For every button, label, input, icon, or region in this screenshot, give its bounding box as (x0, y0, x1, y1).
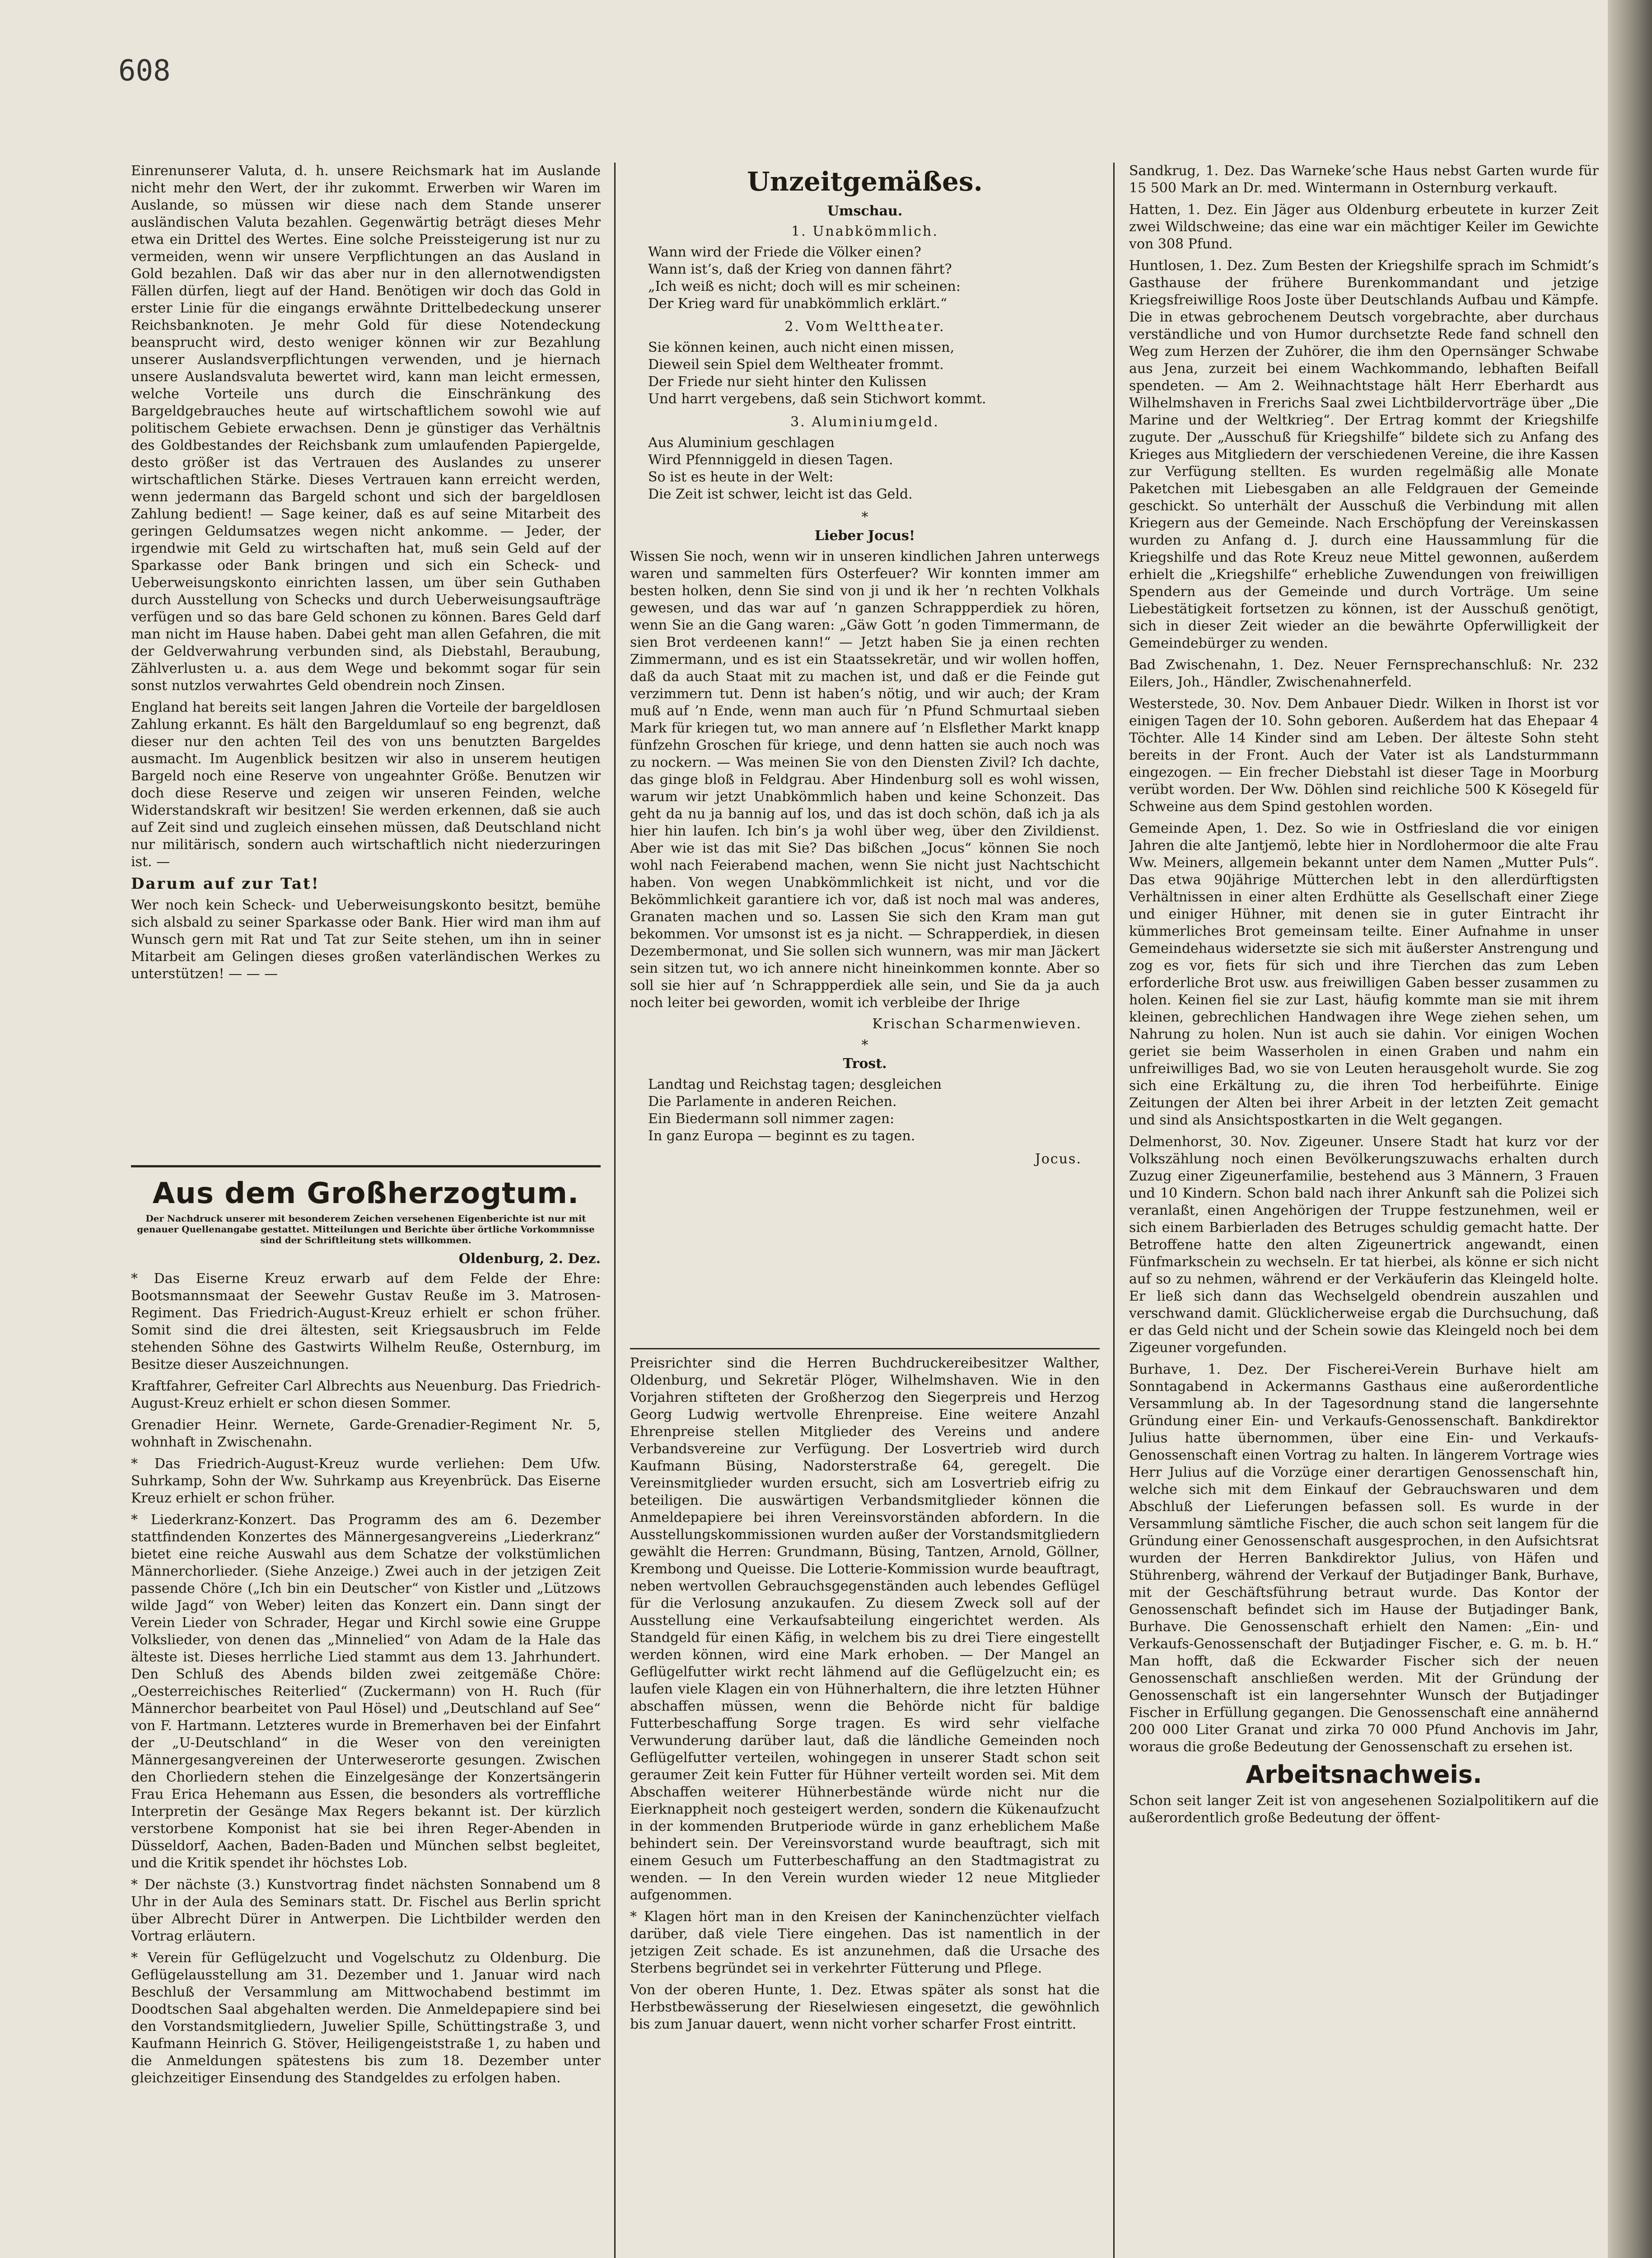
grossherzogtum-section (131, 1174, 601, 2258)
darum-heading: Darum auf zur Tat! (131, 875, 320, 893)
page-edge-shadow (1608, 0, 1652, 2258)
kaninchen-paragraph: * Klagen hört man in den Kreisen der Kaninchenzüchter vielfach darüber, daß viele Tiere eingehen. Das ist namentlich in der jetzigen Zeit schade. Es ist anzunehmen, daß die Ursache des Sterbens begründet sei in verkehrter Fütterung und Pflege. (630, 1909, 1100, 1976)
trost-heading: Trost. (843, 1056, 887, 1072)
poem-3-heading: 3. Aluminiumgeld. (790, 414, 939, 430)
closing-paragraph: Wer noch kein Scheck- und Ueberweisungskonto besitzt, bemühe sich alsbald zu seiner Sparkasse oder Bank. Hier wird man ihm auf Wunsch gern mit Rat und Tat zur Seite stehen, um ihn in seiner Mitarbeit am Gelingen dieses großen vaterländischen Werkes zu unterstützen! — — — (131, 897, 601, 982)
england-paragraph: England hat bereits seit langen Jahren die Vorteile der bargeldlosen Zahlung erkannt. Es hält den Bargeldumlauf so eng begrenzt, daß dieser nur den achten Teil des von uns benutzten Bargeldes ausmacht. Im Augenblick besitzen wir also in unserem heutigen Bargeld noch eine Reserve von ungeahnter Größe. Benutzen wir doch diese Reserve und zeigen wir unseren Feinden, welche Widerstandskraft wir besitzen! Sie werden erkennen, daß sie auch auf Zeit sind und zugleich einsehen müssen, daß Deutschland nicht nur militärisch, sondern auch wirtschaftlich nicht niederzuringen ist. — (131, 700, 601, 870)
arbeitsnachweis-heading: Arbeitsnachweis. (1246, 1760, 1482, 1789)
delmenhorst-paragraph: Delmenhorst, 30. Nov. Zigeuner. Unsere Stadt hat kurz vor der Volkszählung noch einen Bevölkerungszuwachs erhalten durch Zuzug einer Zigeunerfamilie, bestehend aus 3 Männern, 3 Frauen und 10 Kindern. Schon bald nach ihrer Ankunft sah die Polizei sich veranlaßt, einen Angehörigen der Truppe festzunehmen, weil er sich einem Barbierladen des Betruges schuldig gemacht hatte. Der Betroffene hatte den alten Zigeunertrick angewandt, einen Fünfmarkschein zu wechseln. Er tat hierbei, als könne er sich nicht auf so zu nehmen, während er der Verkäuferin das Kleingeld holte. Er ließ sich dann das Wechselgeld obendrein auszahlen und verschwand damit. Glücklicherweise ergab die Durchsuchung, daß er das Geld nicht und der Schein sowie das Kleingeld noch bei dem Zigeuner vorgefunden. (1129, 1134, 1599, 1356)
page-number: 608 (118, 54, 171, 88)
author-jocus: Jocus. (1035, 1151, 1082, 1167)
grossherzogtum-title: Aus dem Großherzogtum. (152, 1177, 579, 1210)
wernete-paragraph: Grenadier Heinr. Wernete, Garde-Grenadier-Regiment Nr. 5, wohnhaft in Zwischenahn. (131, 1417, 601, 1450)
albrechts-paragraph: Kraftfahrer, Gefreiter Carl Albrechts aus Neuenburg. Das Friedrich-August-Kreuz erhielt er schon diesen Sommer. (131, 1378, 601, 1411)
sandkrug-paragraph: Sandkrug, 1. Dez. Das Warneke’sche Haus nebst Garten wurde für 15 500 Mark an Dr. med. Wintermann in Osternburg verkauft. (1129, 163, 1599, 196)
column-2 (630, 163, 1100, 1377)
burhave-paragraph: Burhave, 1. Dez. Der Fischerei-Verein Burhave hielt am Sonntagabend in Ackermanns Gasthaus eine außerordentliche Versammlung ab. In der Tagesordnung stand die langersehnte Gründung einer Ein- und Verkaufs-Genossenschaft. Bankdirektor Julius hatte übernommen, über eine Ein- und Verkaufs-Genossenschaft einen Vortrag zu halten. In längerem Vortrage wies Herr Julius auf die Vorzüge einer derartigen Genossenschaft hin, welche sich mit dem Einkauf der Gebrauchswaren und dem Abschluß der Lieferungen befassen soll. Es wurde in der Versammlung sämtliche Fischer, die auch schon seit langem für die Gründung einer Genossenschaft ausgesprochen, in den Aufsichtsrat wurden der Herren Bankdirektor Julius, von Häfen und Stührenberg, während der Verkauf der Butjadinger Bank, Burhave, mit der Geschäftsführung betraut wurde. Das Kontor der Genossenschaft befindet sich im Hause der Butjadinger Bank, Burhave. Die Genossenschaft erhielt den Namen: „Ein- und Verkaufs-Genossenschaft der Butjadinger Fischer, e. G. m. b. H.“ Man hofft, daß die Eckwarder Fischer sich der neuen Genossenschaft anschließen werden. Mit der Gründung der Genossenschaft ist ein langersehnter Wunsch der Butjadinger Fischer in Erfüllung gegangen. Die Genossenschaft eine annähernd 200 000 Liter Granat und zirka 70 000 Pfund Anchovis im Jahr, woraus die große Bedeutung der Genossenschaft zu ersehen ist. (1129, 1362, 1599, 1755)
obere-hunte-paragraph: Von der oberen Hunte, 1. Dez. Etwas später als sonst hat die Herbstbewässerung der Rieselwiesen eingesetzt, die gewöhnlich bis zum Januar dauert, wenn nicht vorher scharfer Frost eintritt. (630, 1982, 1100, 2032)
unzeitgemaesses-title: Unzeitgemäßes. (747, 166, 983, 197)
column-divider-2 (1113, 163, 1115, 2258)
column-2-lower (630, 1355, 1100, 2258)
arbeitsnachweis-text: Schon seit langer Zeit ist von angesehenen Sozialpolitikern auf die außerordentlich große Bedeutung der öffent- (1129, 1793, 1599, 1826)
poem-1-heading: 1. Unabkömmlich. (791, 224, 938, 239)
gefluegel-continuation: Preisrichter sind die Herren Buchdruckereibesitzer Walther, Oldenburg, und Sekretär Plöger, Wilhelmshaven. Wie in den Vorjahren stifteten der Großherzog den Siegerpreis und Herzog Georg Ludwig wertvolle Ehrenpreise. Eine weitere Anzahl Ehrenpreise stellen Mitglieder des Vereins und andere Verbandsvereine zur Verfügung. Der Losvertrieb wird durch Kaufmann Büsing, Nadorsterstraße 64, geregelt. Die Vereinsmitglieder wurden ersucht, sich am Losvertrieb eifrig zu beteiligen. Die auswärtigen Verbandsmitglieder können die Anmeldepapiere bei ihren Vereinsvorständen abfordern. In die Ausstellungskommissionen wurden außer der Vorstandsmitgliedern gewählt die Herren: Grundmann, Büsing, Tantzen, Arnold, Göllner, Krembong und Queisse. Die Lotterie-Kommission wurde beauftragt, neben wertvollen Gebrauchsgegenständen auch lebendes Geflügel für die Verlosung anzukaufen. Zu diesem Zweck soll auf der Ausstellung eine Verkaufsabteilung eingerichtet werden. Als Standgeld für einen Käfig, in welchem bis zu drei Tiere eingestellt werden können, wird eine Mark erhoben. — Der Mangel an Geflügelfutter wirkt recht lähmend auf die Geflügelzucht ein; es laufen viele Klagen ein von Hühnerhaltern, die ihre letzten Hühner abschaffen müssen, wenn die Behörde nicht für baldige Futterbeschaffung Sorge tragen. Es wird sehr vielfache Verwunderung darüber laut, daß die ländliche Gemeinden noch Geflügelfutter verteilen, wohingegen in unserer Stadt schon seit geraumer Zeit kein Futter für Hühner verteilt worden sei. Mit dem Abschaffen weiterer Hühnerbestände würde nicht nur die Eierknappheit noch gesteigert werden, sondern die Kükenaufzucht in der kommenden Brutperiode würde in ganz erheblichem Maße behindert sein. Der Vereinsvorstand wurde beauftragt, sich mit einem Gesuch um Futterbeschaffung an den Stadtmagistrat zu wenden. — In den Verein wurden wieder 12 neue Mitglieder aufgenommen. (630, 1355, 1100, 1903)
section-rule (131, 1165, 601, 1167)
valuta-paragraph: Einrenunserer Valuta, d. h. unsere Reichsmark hat im Auslande nicht mehr den Wert, der ihr zukommt. Erwerben wir Waren im Auslande, so müssen wir diese nach dem Stande unserer ausländischen Valuta bezahlen. Gegenwärtig beträgt dieses Mehr etwa ein Drittel des Wertes. Eine solche Preissteigerung ist nur zu vermeiden, wenn wir unsere Verpflichtungen an das Ausland in Gold bezahlen. Daß wir das aber nur in den allernotwendigsten Fällen dürfen, liegt auf der Hand. Benötigen wir doch das Gold in erster Linie für die eingangs erwähnte Drittelbedeckung unserer Reichsbanknoten. Je mehr Gold für diese Notendeckung beansprucht wird, desto weniger können wir zur Bezahlung unserer Auslandsverpflichtungen verwenden, und je hiernach unsere Auslandsvaluta bewertet wird, kann man leicht ermessen, welche Vorteile uns durch die Einschränkung des Bargeldgebrauches heute auf wirtschaftlichem sowohl wie auf politischem Gebiete erwachsen. Denn je günstiger das Verhältnis des Goldbestandes der Reichsbank zum umlaufenden Papiergelde, desto größer ist das Vertrauen des Auslandes zu unserer wirtschaftlichen Stärke. Dieses Vertrauen kann erreicht werden, wenn jedermann das Bargeld schont und sich der bargeldlosen Zahlung bedient! — Sage keiner, daß es auf seine Mitarbeit des geringen Geldumsatzes wegen nicht ankomme. — Jeder, der irgendwie mit Geld zu wirtschaften hat, muß sein Geld auf der Sparkasse oder Bank bringen und sich ein Scheck- und Ueberweisungskonto einrichten lassen, um über sein Guthaben durch Ausstellung von Schecks und durch Ueberweisungsaufträge verfügen und so das bare Geld schonen zu können. Bares Geld darf man nicht im Hause haben. Dabei geht man allen Gefahren, die mit der Geldverwahrung verbunden sind, als Diebstahl, Beraubung, Zählverlusten u. a. aus dem Wege und bekommt sogar für sein sonst nutzlos verwahrtes Geld obendrein noch Zinsen. (131, 163, 601, 694)
section-star: * (861, 509, 868, 525)
apen-paragraph: Gemeinde Apen, 1. Dez. So wie in Ostfriesland die vor einigen Jahren die alte Jantjemö, lebte hier in Nordlohermoor die alte Frau Ww. Meiners, allgemein bekannt unter dem Namen „Mutter Puls“. Das etwa 90jährige Mütterchen lebt in den allerdürftigsten Verhältnissen in einer alten Erdhütte als Gesellschaft einer Ziege und einiger Hühner, mit denen sie in guter Eintracht ihr kümmerliches Brot gemeinsam teilte. Einer Aufnahme in unser Gemeindehaus widersetzte sie sich mit äußerster Anstrengung und zog es vor, fiets für sich und ihre Tierchen das zum Leben erforderliche Brot usw. aus freiwilligen Gaben besser zusammen zu holen. Keinen fiel sie zur Last, häufig kommte man sie mit ihrem kleinen, gebrechlichen Handwagen ihre Wege ziehen sehen, um Nahrung zu holen. Nun ist auch sie dahin. Vor einigen Wochen geriet sie beim Wasserholen in einen Graben und nahm ein unfreiwilliges Bad, wo sie von Leuten herausgeholt wurde. Sie zog sich eine Erkältung zu, die ihren Tod herbeiführte. Einige Zeitungen der Alten bei ihrer Arbeit in der letzten Zeit gemacht und sind als Ansichtspostkarten in die Welt gegangen. (1129, 821, 1599, 1128)
column-1 (131, 163, 601, 1152)
column-2-rule (630, 1348, 1100, 1349)
zwischenahn-paragraph: Bad Zwischenahn, 1. Dez. Neuer Fernsprechanschluß: Nr. 232 Eilers, Joh., Händler, Zwischenahnerfeld. (1129, 657, 1599, 690)
letter-signature: Krischan Scharmenwieven. (872, 1016, 1082, 1032)
liederkranz-paragraph: * Liederkranz-Konzert. Das Programm des am 6. Dezember stattfindenden Konzertes des Männergesangvereins „Liederkranz“ bietet eine reiche Auswahl aus dem Schatze der volkstümlichen Männerchorlieder. (Siehe Anzeige.) Zwei auch in der jetzigen Zeit passende Chöre („Ich bin ein Deutscher“ von Kistler und „Lützows wilde Jagd“ von Weber) leiten das Konzert ein. Dann singt der Verein Lieder von Schrader, Hegar und Kirchl sowie eine Gruppe Volkslieder, von denen das „Minnelied“ von Adam de la Hale das älteste ist. Dieses herrliche Lied stammt aus dem 13. Jahrhundert. Den Schluß des Abends bilden zwei zeitgemäße Chöre: „Oesterreichisches Reiterlied“ (Zuckermann) von H. Ruch (für Männerchor bearbeitet von Paul Hösel) und „Deutschland auf See“ von F. Hartmann. Letzteres wurde in Bremerhaven bei der Einfahrt der „U-Deutschland“ in die Weser von den vereinigten Männergesangvereinen der Unterweserorte gesungen. Zwischen den Chorliedern stehen die Einzelgesänge der Konzertsängerin Frau Erica Hehemann aus Essen, die besonders als vortreffliche Interpretin der Gesänge Max Regers bekannt ist. Der kürzlich verstorbene Komponist hat sie bei ihren Reger-Abenden in Düsseldorf, Aachen, Baden-Baden und München selbst begleitet, und die Kritik spendet ihr höchstes Lob. (131, 1512, 601, 1871)
westerstede-paragraph: Westerstede, 30. Nov. Dem Anbauer Diedr. Wilken in Ihorst ist vor einigen Tagen der 10. Sohn geboren. Außerdem hat das Ehepaar 4 Töchter. Alle 14 Kinder sind am Leben. Der älteste Sohn steht bereits in der Front. Auch der Vater ist als Landsturmmann eingezogen. — Ein frecher Diebstahl ist dieser Tage in Moorburg verübt worden. Der Ww. Döhlen sind reichliche 500 K Kösegeld für Schweine aus dem Spind gestohlen worden. (1129, 696, 1599, 815)
hatten-paragraph: Hatten, 1. Dez. Ein Jäger aus Oldenburg erbeutete in kurzer Zeit zwei Wildschweine; das eine war ein mächtiger Keiler im Gewichte von 308 Pfund. (1129, 202, 1599, 252)
friedrich-august-kreuz-paragraph: * Das Friedrich-August-Kreuz wurde verliehen: Dem Ufw. Suhrkamp, Sohn der Ww. Suhrkamp aus Kreyenbrück. Das Eiserne Kreuz erhielt er schon früher. (131, 1456, 601, 1506)
eisernes-kreuz-paragraph: * Das Eiserne Kreuz erwarb auf dem Felde der Ehre: Bootsmannsmaat der Seewehr Gustav Reuße im 3. Matrosen-Regiment. Das Friedrich-August-Kreuz erhielt er schon früher. Somit sind die drei ältesten, seit Kriegsausbruch im Felde stehenden Söhne des Gastwirts Wilhelm Reuße, Osternburg, im Besitze dieser Auszeichnungen. (131, 1271, 601, 1372)
poem-2-heading: 2. Vom Welttheater. (784, 319, 945, 335)
huntlosen-paragraph: Huntlosen, 1. Dez. Zum Besten der Kriegshilfe sprach im Schmidt’s Gasthause der frühere Burenkommandant und jetzige Kriegsfreiwillige Roos Joste über Deutschlands Aufbau und Kämpfe. Die in etwas gebrochenem Deutsch vorgebrachte, aber durchaus verständliche und von Humor durchsetzte Rede fand schnell den Weg zum Herzen der Zuhörer, die ihm den Opernsänger Schwabe aus Jena, zurzeit bei einem Wachkommando, lebhaften Beifall spendeten. — Am 2. Weihnachtstage hält Herr Eberhardt aus Wilhelmshaven in Frerichs Saal zwei Lichtbildervorträge über „Die Marine und der Weltkrieg“. Der Ertrag kommt der Kriegshilfe zugute. Der „Ausschuß für Kriegshilfe“ bildete sich zu Anfang des Krieges aus Mitgliedern der verschiedenen Vereine, die ihre Kassen zur Verfügung stellten. Es wurden regelmäßig alle Monate Paketchen mit Liebesgaben an alle Feldgrauen der Gemeinde geschickt. So unterhält der Ausschuß die Verbindung mit allen Kriegern aus der Gemeinde. Nach Erschöpfung der Vereinskassen wurden zu Anfang d. J. durch eine Haussammlung für die Kriegshilfe und das Rote Kreuz neue Mittel gewonnen, außerdem erhielt die „Kriegshilfe“ erhebliche Zuwendungen von freiwilligen Spendern aus der Gemeinde und durch Vorträge. Um seine Liebestätigkeit fortsetzen zu können, ist der Ausschuß genötigt, sich in dieser Zeit wieder an die bewährte Opferwilligkeit der Gemeindebürger zu wenden. (1129, 258, 1599, 651)
trost-verse: Landtag und Reichstag tagen; desgleichen Die Parlamente in anderen Reichen. Ein Biedermann soll nimmer zagen: In ganz Europa — beginnt es zu tagen. (648, 1077, 942, 1144)
letter-heading: Lieber Jocus! (814, 528, 915, 544)
reprint-note: Der Nachdruck unserer mit besonderem Zeichen versehenen Eigenberichte ist nur mit genauer Quellenangabe gestattet. Mitteilungen und Berichte über örtliche Vorkommnisse sind der Schriftleitung stets willkommen. (137, 1213, 595, 1246)
poem-2-verse: Sie können keinen, auch nicht einen missen, Dieweil sein Spiel dem Weltheater frommt. Der Friede nur sieht hinter den Kulissen Und harrt vergebens, daß sein Stichwort kommt. (648, 340, 986, 407)
section-star-2: * (861, 1037, 868, 1053)
kunstvortrag-paragraph: * Der nächste (3.) Kunstvortrag findet nächsten Sonnabend um 8 Uhr in der Aula des Seminars statt. Dr. Fischel aus Berlin spricht über Albrecht Dürer in Antwerpen. Die Lichtbilder werden den Vortrag erläutern. (131, 1877, 601, 1944)
column-3 (1129, 163, 1599, 2258)
gefluegelzucht-paragraph: * Verein für Geflügelzucht und Vogelschutz zu Oldenburg. Die Geflügelausstellung am 31. Dezember und 1. Januar wird nach Beschluß der Versammlung am Mittwochabend bestimmt im Doodtschen Saal abgehalten werden. Die Anmeldepapiere sind bei den Vorstandsmitgliedern, Juwelier Spille, Schüttingstraße 3, und Kaufmann Heinrich G. Stöver, Heiligengeiststraße 1, zu haben und die Anmeldungen spätestens bis zum 18. Dezember unter gleichzeitiger Einsendung des Standgeldes zu erfolgen haben. (131, 1950, 601, 2086)
letter-body: Wissen Sie noch, wenn wir in unseren kindlichen Jahren unterwegs waren und sammelten fürs Osterfeuer? Wir konnten immer am besten holken, denn Sie sind von ji und ik her ’n rechten Volkhals gewesen, und das war auf ’n ganzen Schrappperdiek zu hören, wenn Sie an die Gang waren: „Gäw Gott ’n goden Timmermann, de sien Brot verdeenen kann!“ — Jetzt haben Sie ja einen rechten Zimmermann, und es ist ein Staatssekretär, und wir wollen hoffen, daß da auch Staat mit zu machen ist, und daß er die Feinde gut verzimmern tut. Denn ist haben’s nötig, und wir auch; der Kram muß auf ’n Ende, wenn man auch für ’n Pfund Schmurtaal sieben Mark für kriegen tut, wo man annere auf ’n Elsflether Markt knapp fünfzehn Groschen für kriege, und denn hatten sie auch noch was zu nockern. — Was meinen Sie von den Diensten Zivil? Ich dachte, das ginge bloß in Feldgrau. Aber Hindenburg soll es wohl wissen, warum wir jetzt Unabkömmlich haben und keine Schonzeit. Das geht da nu ja bannig auf los, und das ist doch schön, daß ich ja als hier hin laufen. Ich bin’s ja wohl über weg, über den Zivildienst. Aber wie ist das mit Sie? Das bißchen „Jocus“ können Sie noch wohl nach Feierabend machen, wenn Sie nicht just Nachtschicht haben. Von wegen Unabkömmlichkeit ist nicht, und vor die Bekömmlichkeit garantiere ich vor, daß ist noch mal was anderes, Granaten machen und so. Lassen Sie sich den Kram man gut bekommen. Vor umsonst ist es ja nicht. — Schrapperdiek, in diesen Dezembermonat, und Sie sollen sich wunnern, was mir man Jäckert sein sitzen tut, wo ich annere nicht hineinkommen konnte. Aber so soll sie hier auf ’n Schrappperdiek alle sein, und Sie da ja auch noch leiter bei geworden, womit ich verbleibe der Ihrige (630, 549, 1100, 1011)
poem-1-verse: Wann wird der Friede die Völker einen? Wann ist’s, daß der Krieg von dannen fährt? „Ich weiß es nicht; doch will es mir scheinen: Der Krieg ward für unabkömmlich erklärt.“ (648, 244, 961, 312)
oldenburg-dateline: Oldenburg, 2. Dez. (458, 1251, 601, 1267)
umschau-subtitle: Umschau. (827, 203, 903, 219)
poem-3-verse: Aus Aluminium geschlagen Wird Pfennniggeld in diesen Tagen. So ist es heute in der Welt: Die Zeit ist schwer, leicht ist das Geld. (648, 435, 913, 502)
column-divider-1 (614, 163, 616, 2258)
